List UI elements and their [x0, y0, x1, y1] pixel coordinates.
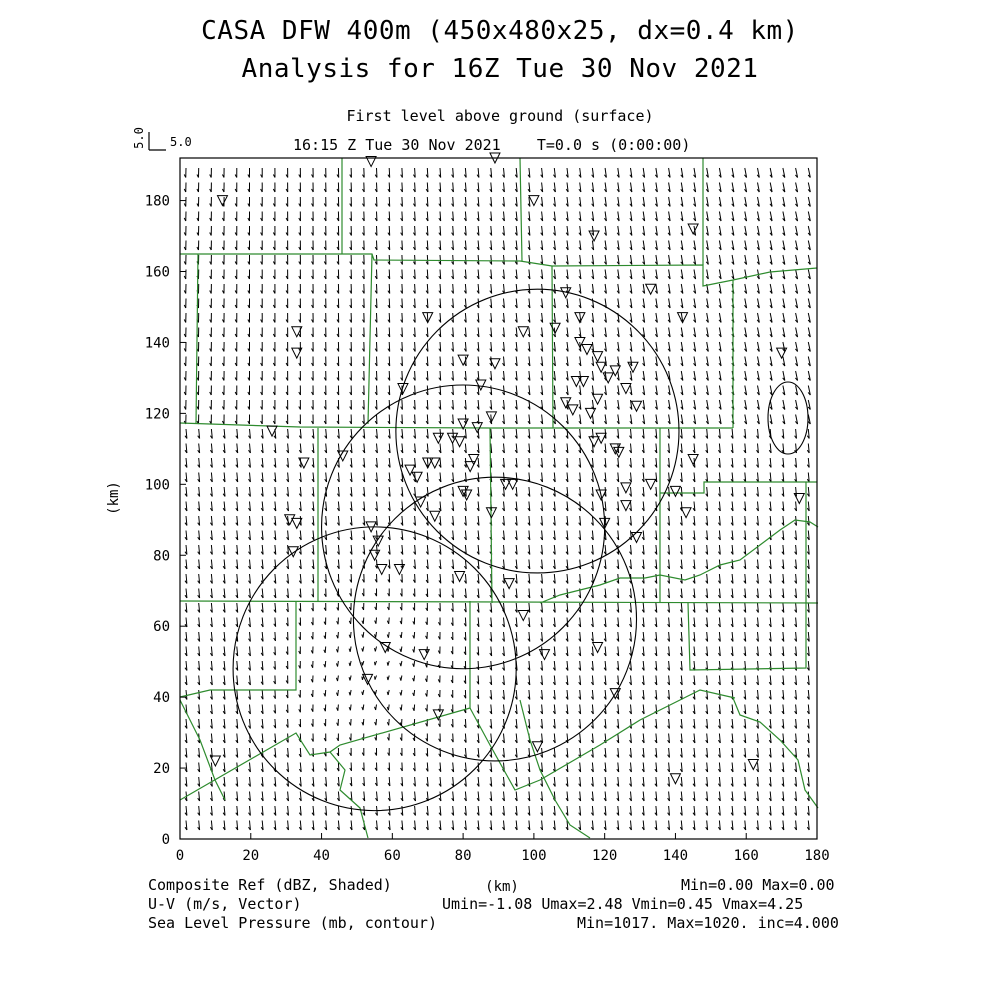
station-marker — [370, 550, 380, 560]
radar-range-ring — [396, 289, 679, 573]
station-marker — [529, 196, 539, 206]
y-tick-label: 160 — [144, 264, 170, 281]
x-tick-label: 0 — [175, 848, 185, 864]
station-marker — [688, 454, 698, 464]
wind-vector-head — [349, 649, 350, 652]
station-marker — [586, 408, 596, 418]
wind-vector-head — [400, 677, 401, 680]
boundary-north-upper — [180, 254, 817, 286]
radar-range-ring — [353, 477, 636, 761]
station-marker — [561, 398, 571, 408]
x-tick-label: 100 — [521, 848, 547, 864]
wind-vector-field — [184, 168, 810, 830]
station-marker — [377, 564, 387, 574]
y-tick-label: 0 — [161, 832, 170, 848]
boundary-river — [540, 520, 818, 603]
footer-reflectivity-range: Min=0.00 Max=0.00 — [681, 876, 835, 894]
boundary-right-lower — [660, 482, 817, 493]
x-tick-label: 120 — [592, 848, 618, 864]
level-subtitle: First level above ground (surface) — [346, 107, 654, 125]
wind-vector-head — [349, 692, 350, 695]
x-tick-label: 180 — [804, 848, 830, 864]
wind-vector-head — [413, 664, 414, 667]
station-marker — [681, 508, 691, 518]
wind-vector-head — [349, 677, 350, 680]
wind-vector-head — [375, 662, 376, 665]
vector-key-vertical-label: 5.0 — [132, 127, 146, 149]
x-tick-label: 80 — [454, 848, 472, 864]
wind-vector-head — [375, 676, 376, 679]
wind-vector-head — [336, 663, 337, 666]
station-marker — [628, 362, 638, 372]
station-marker — [670, 486, 680, 496]
station-marker — [632, 533, 642, 543]
boundary-right-lower-vertical — [688, 482, 806, 670]
wind-vector-head — [375, 707, 376, 710]
wind-vector-head — [336, 649, 337, 652]
wind-vector-head — [362, 662, 363, 665]
wind-vector-head — [349, 663, 350, 666]
y-tick-label: 100 — [144, 477, 170, 494]
wind-vector-head — [387, 707, 388, 710]
footer-pressure-label: Sea Level Pressure (mb, contour) — [148, 914, 437, 932]
wind-vector-head — [349, 707, 350, 710]
station-marker — [447, 433, 457, 443]
wind-vector-head — [362, 677, 363, 680]
footer-vector-range: Umin=-1.08 Umax=2.48 Vmin=0.45 Vmax=4.25 — [442, 895, 804, 913]
wind-vector-head — [387, 634, 388, 637]
wind-vector-head — [387, 692, 388, 695]
station-marker — [568, 405, 578, 415]
station-marker — [469, 454, 479, 464]
wind-vector-head — [336, 678, 337, 681]
station-marker — [670, 774, 680, 784]
pressure-contour — [768, 382, 808, 454]
boundary-north-mid-vertical — [520, 158, 522, 261]
x-tick-label: 20 — [242, 848, 260, 864]
wind-vector-head — [400, 649, 401, 652]
station-marker — [419, 650, 429, 660]
y-tick-label: 180 — [144, 193, 170, 210]
map-title: CASA DFW 400m (450x480x25, dx=0.4 km) — [201, 16, 799, 46]
station-marker — [621, 384, 631, 394]
wind-vector-head — [374, 648, 375, 651]
wind-vector-head — [362, 634, 363, 637]
station-marker — [621, 483, 631, 493]
station-marker — [777, 348, 787, 358]
station-marker — [476, 380, 486, 390]
wind-vector-head — [362, 692, 363, 695]
station-marker — [582, 345, 592, 355]
station-marker — [621, 501, 631, 511]
y-tick-label: 140 — [144, 335, 170, 352]
y-tick-label: 120 — [144, 406, 170, 423]
vector-key-horizontal-label: 5.0 — [170, 135, 192, 149]
boundary-south-river — [330, 752, 368, 838]
wind-vector-head — [362, 648, 363, 651]
station-marker — [430, 511, 440, 521]
y-tick-label: 40 — [153, 690, 170, 707]
footer-pressure-range: Min=1017. Max=1020. inc=4.000 — [577, 914, 839, 932]
station-marker — [610, 366, 620, 376]
station-marker — [578, 376, 588, 386]
station-marker — [433, 433, 443, 443]
boundary-center-upper — [368, 254, 372, 424]
radar-range-rings — [233, 289, 679, 810]
wind-vector-head — [400, 692, 401, 695]
x-tick-label: 160 — [733, 848, 759, 864]
wind-vector-head — [400, 663, 401, 666]
station-marker — [430, 458, 440, 468]
station-marker — [688, 224, 698, 234]
wind-vector-head — [387, 662, 388, 665]
x-tick-label: 40 — [313, 848, 330, 864]
x-tick-label: 140 — [662, 848, 689, 864]
boundary-west-upper — [196, 254, 198, 424]
y-tick-label: 80 — [153, 548, 170, 565]
station-marker — [593, 352, 603, 362]
footer-vector-label: U-V (m/s, Vector) — [148, 895, 302, 913]
station-marker — [589, 437, 599, 447]
station-marker — [412, 472, 422, 482]
boundary-middle — [180, 423, 733, 428]
wind-vector-head — [362, 707, 363, 710]
boundary-sw — [180, 601, 296, 697]
station-marker — [589, 231, 599, 241]
wind-vector-head — [387, 677, 388, 680]
y-axis-label: (km) — [106, 481, 122, 515]
station-marker — [518, 327, 528, 337]
vector-key — [149, 132, 166, 150]
station-marker — [455, 572, 465, 582]
station-marker — [455, 437, 465, 447]
station-marker — [593, 642, 603, 652]
y-tick-label: 20 — [153, 761, 170, 778]
valid-time-label: 16:15 Z Tue 30 Nov 2021 T=0.0 s (0:00:00) — [293, 136, 691, 154]
station-marker — [632, 401, 642, 411]
boundary-south-center — [470, 690, 735, 790]
station-marker — [518, 611, 528, 621]
station-marker — [285, 515, 295, 525]
analysis-time-title: Analysis for 16Z Tue 30 Nov 2021 — [241, 54, 759, 84]
station-marker — [646, 284, 656, 294]
x-axis-label: (km) — [485, 879, 519, 895]
station-marker — [405, 465, 415, 475]
station-marker — [501, 479, 511, 489]
station-marker — [748, 760, 758, 770]
x-axis-ticks — [176, 833, 830, 864]
station-marker — [593, 394, 603, 404]
station-marker — [596, 433, 606, 443]
x-tick-label: 60 — [383, 848, 401, 864]
wind-vector-head — [413, 678, 414, 681]
station-marker — [646, 479, 656, 489]
station-marker — [504, 579, 514, 589]
station-marker — [458, 355, 468, 365]
station-marker — [571, 376, 581, 386]
wind-vector-head — [336, 693, 337, 696]
footer-reflectivity-label: Composite Ref (dBZ, Shaded) — [148, 876, 392, 894]
y-tick-label: 60 — [153, 619, 170, 636]
